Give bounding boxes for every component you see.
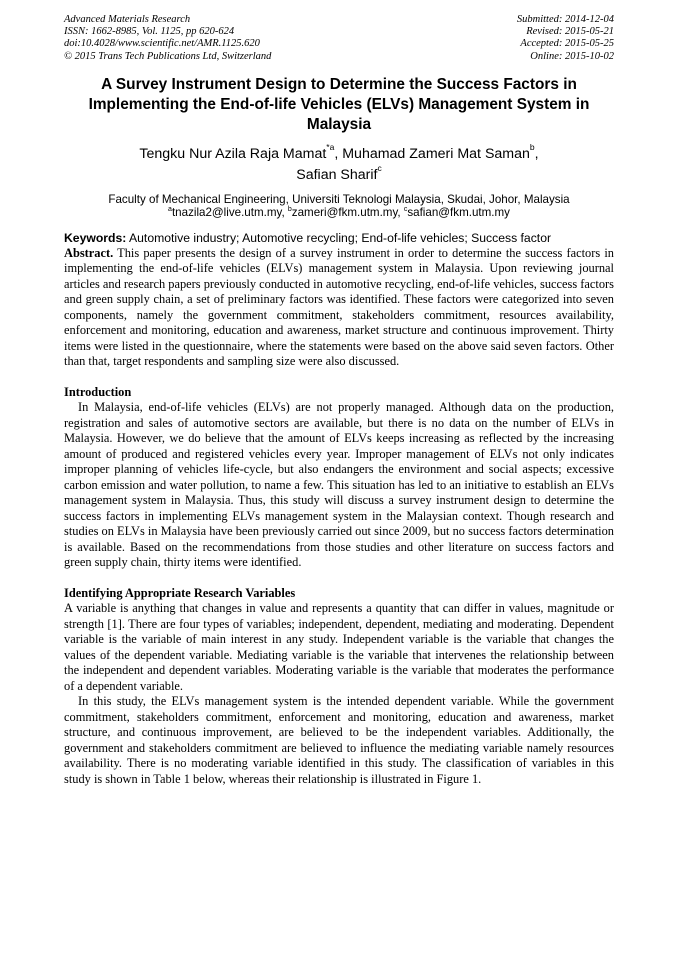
doi-line: doi:10.4028/www.scientific.net/AMR.1125.620 (64, 38, 260, 50)
author-3-sup: c (377, 162, 382, 173)
paper-title: A Survey Instrument Design to Determine the Success Factors in Implementing the End-of-life Vehicles (ELVs) Management System in Malaysia (88, 75, 590, 133)
author-separator: , (534, 145, 539, 162)
author-1: Tengku Nur Azila Raja Mamat (139, 145, 327, 162)
variables-paragraph-2: In this study, the ELVs management system is the intended dependent variable. While the government commitment, stakeholders commitment, enforcement and monitoring, education and awareness, market structure, and continuous improvement, are believed to be the independent variables. Additionally, the government and stakeholders commitment are believed to influence the mediating variable namely resources availability. There is no moderating variable identified in this study. The classification of variables in this study is shown in Table 1 below, whereas their relationship is illustrated in Figure 1. (64, 694, 614, 786)
abstract-text: This paper presents the design of a survey instrument in order to determine the success factors in implementing the end-of-life vehicles (ELVs) management system in Malaysia. Upon reviewing journal articles and research papers previously conducted in automotive recycling, end-of-life vehicles, success factors and green supply chain, a set of preliminary factors was identified. These factors were categorized into seven components, namely the government commitment, stakeholders commitment, resources availability, enforcement and monitoring, education and awareness, market structure and continuous improvement. Thirty items were listed in the questionnaire, where the statements were based on the above said seven factors. Other than that, target respondents and sampling size were also discussed. (64, 245, 614, 369)
email-line (64, 206, 614, 219)
keywords-text: Automotive industry; Automotive recycling; End-of-life vehicles; Success factor (126, 230, 552, 245)
dates-info (517, 14, 614, 63)
submitted-date: Submitted: 2014-12-04 (516, 14, 614, 25)
author-1-sup: *a (326, 141, 335, 152)
affiliation-line: Faculty of Mechanical Engineering, Universiti Teknologi Malaysia, Skudai, Johor, Malaysia (108, 192, 570, 206)
email-b: zameri@fkm.utm.my, (291, 205, 404, 219)
journal-name: Advanced Materials Research (64, 14, 191, 25)
introduction-heading: Introduction (64, 384, 132, 399)
author-separator: , (334, 145, 343, 162)
introduction-paragraph: In Malaysia, end-of-life vehicles (ELVs) are not properly managed. Although data on the production, registration and sales of automotive sectors are available, but there is no data on the number of ELVs in Malaysia. However, we do believe that the amount of ELVs keeps increasing as reflected by the increasing amount of produced and registered vehicles every year. Improper management of ELVs not only indicates improper planning of vehicles life-cycle, but also endangers the environment and social aspects; excessive carbon emission and water pollution, to name a few. This situation has led to an initiative to establish an ELVs management system in Malaysia. Thus, this study will discuss a survey instrument design to determine the success factors in implementing ELVs management system in the Malaysian context. Though research and studies on ELVs in Malaysia have been previously carried out since 2009, but no success factors determination is available. Based on the recommendations from those studies and other literature on success factors and green supply chain, thirty items were identified. (64, 400, 614, 570)
copyright-line: © 2015 Trans Tech Publications Ltd, Switzerland (64, 50, 272, 62)
email-c-sup: c (403, 205, 408, 213)
journal-info (64, 14, 271, 63)
accepted-date: Accepted: 2015-05-25 (520, 38, 614, 50)
author-list (64, 141, 614, 186)
issn-line: ISSN: 1662-8985, Vol. 1125, pp 620-624 (64, 26, 235, 38)
email-b-sup: b (287, 205, 292, 213)
affiliation (64, 193, 614, 219)
keywords (64, 231, 614, 246)
email-a: tnazila2@live.utm.my, (171, 205, 288, 219)
online-date: Online: 2015-10-02 (530, 50, 614, 62)
variables-paragraph-1: A variable is anything that changes in value and represents a quantity that can differ in values, magnitude or strength [1]. There are four types of variables; independent, dependent, mediating and moderating. Dependent variable is the variable of main interest in any study. Independent variable is the variable that changes the values of the dependent variable. Mediating variable is the variable that intervenes the relationship between the independent and dependent variables. Moderating variable is the variable that moderates the performance of a dependent variable. (64, 601, 614, 693)
author-2: Muhamad Zameri Mat Saman (342, 145, 530, 162)
email-c: safian@fkm.utm.my (407, 205, 510, 219)
journal-header (64, 14, 614, 63)
variables-heading: Identifying Appropriate Research Variables (64, 585, 296, 600)
email-a-sup: a (168, 205, 172, 213)
keywords-label: Keywords: (64, 230, 127, 245)
abstract (64, 246, 614, 370)
paper-page (64, 14, 614, 787)
revised-date: Revised: 2015-05-21 (526, 26, 614, 38)
author-2-sup: b (529, 141, 535, 152)
abstract-label: Abstract. (64, 245, 114, 260)
author-3: Safian Sharif (296, 166, 378, 183)
